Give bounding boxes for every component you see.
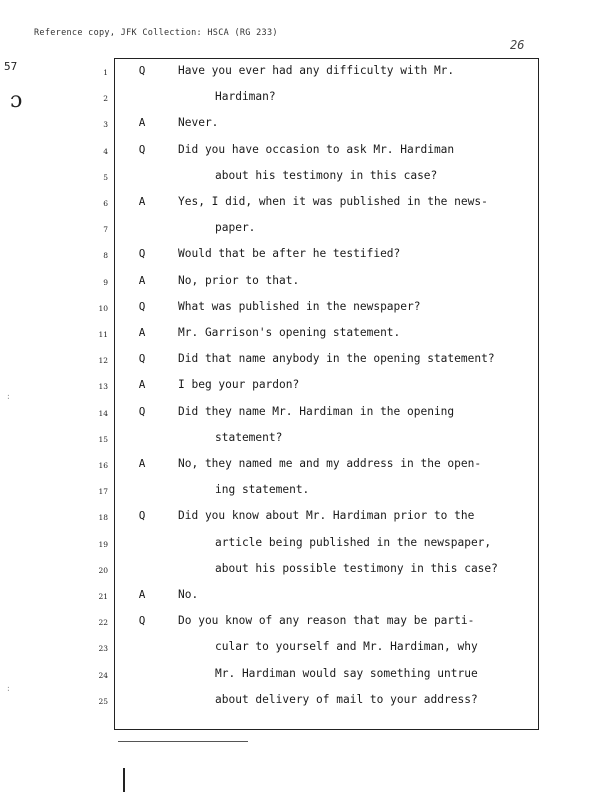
- line-number: 8: [103, 251, 108, 261]
- speaker-label: Q: [138, 509, 146, 523]
- line-number: 17: [98, 487, 108, 497]
- transcript-line: [0, 638, 612, 664]
- transcript-line: [0, 219, 612, 245]
- line-number: 12: [98, 356, 108, 366]
- transcript-line: [0, 114, 612, 140]
- line-number: 22: [98, 618, 108, 628]
- line-text: article being published in the newspaper,: [215, 535, 492, 549]
- transcript-line: [0, 455, 612, 481]
- speaker-label: Q: [138, 64, 146, 77]
- transcript-line: [0, 324, 612, 350]
- transcript-line: [0, 507, 612, 533]
- line-number: 7: [103, 225, 108, 235]
- transcript-line: [0, 350, 612, 376]
- line-number: 5: [103, 172, 108, 182]
- line-text: No, prior to that.: [178, 273, 300, 287]
- line-text: No.: [178, 588, 199, 601]
- speaker-label: A: [138, 326, 146, 339]
- line-number: 13: [98, 382, 108, 392]
- speaker-label: Q: [138, 404, 146, 418]
- line-number: 10: [98, 303, 108, 313]
- speaker-label: A: [138, 116, 146, 130]
- line-text: paper.: [215, 221, 256, 235]
- line-text: Never.: [178, 116, 219, 130]
- line-text: Hardiman?: [215, 90, 276, 104]
- line-text: Would that be after he testified?: [178, 247, 401, 261]
- transcript-line: [0, 62, 612, 88]
- transcript-line: [0, 193, 612, 219]
- line-number: 9: [103, 277, 108, 287]
- line-number: 23: [98, 644, 108, 654]
- line-text: Did you know about Mr. Hardiman prior to the: [178, 509, 475, 523]
- line-number: 19: [98, 539, 108, 549]
- line-number: 21: [98, 592, 108, 601]
- transcript-line: [0, 141, 612, 167]
- line-text: statement?: [215, 430, 283, 444]
- line-text: Do you know of any reason that may be parti-: [178, 614, 475, 628]
- line-number: 20: [98, 565, 108, 575]
- line-number: 16: [98, 461, 108, 470]
- line-text: Did they name Mr. Hardiman in the opening: [178, 404, 455, 418]
- speaker-label: Q: [138, 142, 146, 156]
- document-header: Reference copy, JFK Collection: HSCA (RG 233): [34, 28, 278, 38]
- line-number: 11: [98, 330, 108, 339]
- transcript-line: [0, 429, 612, 455]
- line-text: about delivery of mail to your address?: [215, 692, 478, 706]
- transcript-line: [0, 272, 612, 298]
- line-text: Did you have occasion to ask Mr. Hardiman: [178, 142, 455, 156]
- page-number-handwritten: 26: [510, 38, 525, 52]
- speaker-label: Q: [138, 247, 146, 261]
- line-text: Mr. Garrison's opening statement.: [178, 326, 401, 339]
- line-text: What was published in the newspaper?: [178, 299, 421, 313]
- line-number: 6: [103, 199, 108, 208]
- line-text: about his testimony in this case?: [215, 168, 438, 182]
- speaker-label: A: [138, 195, 146, 208]
- line-number: 2: [103, 94, 108, 104]
- transcript-line: [0, 612, 612, 638]
- transcript-line: [0, 481, 612, 507]
- transcript-line: [0, 167, 612, 193]
- line-number: 3: [103, 120, 108, 130]
- footer-strikethrough: [118, 741, 248, 748]
- transcript-line: [0, 560, 612, 586]
- line-text: about his possible testimony in this case?: [215, 561, 498, 575]
- speaker-label: Q: [138, 299, 146, 313]
- speaker-label: A: [138, 588, 146, 601]
- transcript-line: [0, 403, 612, 429]
- transcript-line: [0, 376, 612, 402]
- line-text: I beg your pardon?: [178, 378, 300, 392]
- scan-smudge-icon: :: [6, 392, 11, 401]
- transcript-line: [0, 691, 612, 717]
- speaker-label: A: [138, 378, 146, 392]
- transcript-line: [0, 586, 612, 612]
- line-number: 24: [98, 670, 108, 680]
- line-number: 14: [98, 408, 108, 418]
- speaker-label: Q: [138, 352, 146, 366]
- transcript-line: [0, 298, 612, 324]
- transcript-line: [0, 245, 612, 271]
- line-number: 4: [103, 146, 108, 156]
- line-number: 18: [98, 513, 108, 523]
- line-text: Have you ever had any difficulty with Mr.: [178, 64, 455, 77]
- line-text: cular to yourself and Mr. Hardiman, why: [215, 640, 478, 654]
- line-number: 15: [98, 434, 108, 444]
- binder-ring-icon: ɔ: [10, 88, 23, 113]
- speaker-label: A: [138, 273, 146, 287]
- line-text: Did that name anybody in the opening statement?: [178, 352, 495, 366]
- line-text: No, they named me and my address in the open-: [178, 457, 482, 470]
- line-number: 1: [103, 68, 108, 77]
- line-text: Mr. Hardiman would say something untrue: [215, 666, 478, 680]
- transcript-line: [0, 534, 612, 560]
- page-number-left: 57: [4, 60, 18, 73]
- speaker-label: A: [138, 457, 146, 470]
- footer-mark: [123, 768, 125, 792]
- line-text: Yes, I did, when it was published in the news-: [178, 195, 488, 208]
- speaker-label: Q: [138, 614, 146, 628]
- transcript-line: [0, 665, 612, 691]
- line-number: 25: [98, 696, 108, 706]
- line-text: ing statement.: [215, 483, 310, 497]
- transcript-line: [0, 88, 612, 114]
- scan-smudge-icon: :: [6, 684, 11, 693]
